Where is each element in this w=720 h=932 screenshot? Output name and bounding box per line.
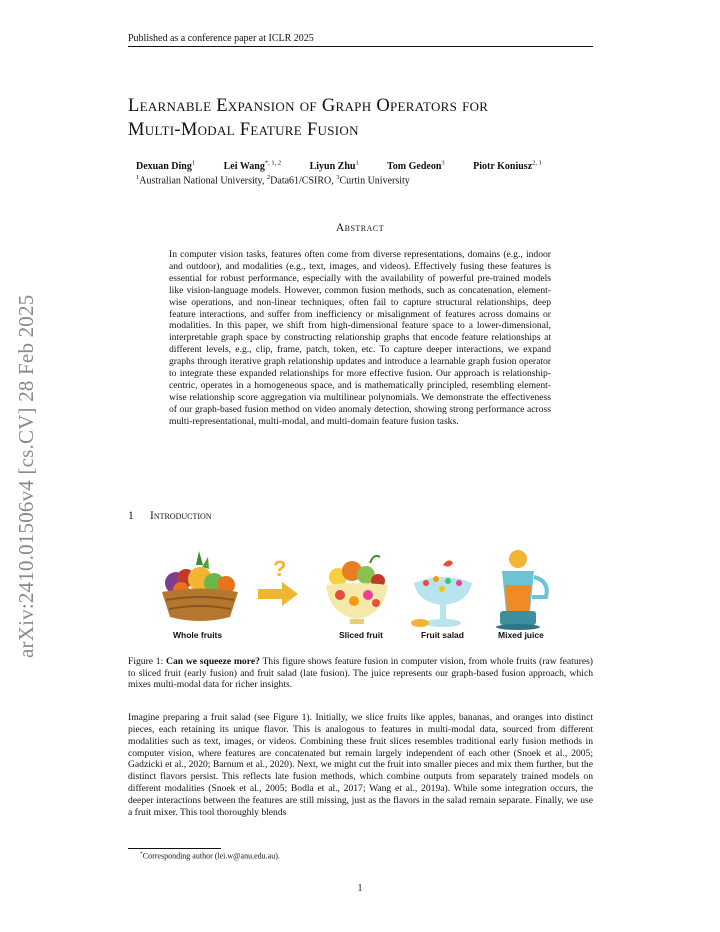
author: Piotr Koniusz$^{2, 1}$ — [473, 160, 542, 173]
author: Liyun Zhu$^1$ — [309, 160, 359, 173]
mixed-juice-blender-icon — [496, 550, 547, 630]
title-line-2: Multi-Modal Feature Fusion — [128, 120, 359, 140]
question-mark-icon: ? — [273, 556, 287, 581]
section-heading — [128, 510, 212, 522]
abstract-heading: Abstract — [335, 222, 385, 234]
figure-label-juice: Mixed juice — [498, 630, 544, 640]
sliced-fruit-bowl-icon — [326, 556, 388, 624]
intro-paragraph: Imagine preparing a fruit salad (see Figure 1). Initially, we slice fruits like apples, bananas, and oranges into distinct pieces, each retaining its unique flavor. This is analogous to features in multi-modal data, sourced from different modalities such as text, images, or videos. Combining these fruit slices resembles traditional early fusion methods in computer vision, where features are concatenated but remain largely independent of each other (Snoek et al., 2005; Gadzicki et al., 2020; Barnum et al., 2020). Next, we might cut the fruit into smaller pieces and mix them further, but the distinct flavors persist. This reflects late fusion methods, which combine outputs from separately trained models on different modalities (Snoek et al., 2005; Bodla et al., 2017; Wang et al., 2019a). While some integration occurs, the deeper interactions between the features are still missing, just as the flavors in the salad remain separate. Finally, we use a fruit mixer. This tool thoroughly blends — [128, 712, 593, 818]
header-rule — [128, 46, 593, 47]
figure-caption: Figure 1: Can we squeeze more? This figure shows feature fusion in computer vision, from whole fruits (raw features) to sliced fruit (early fusion) and fruit salad (late fusion). The juice represents our graph-based fusion approach, which mixes multi-modal data for richer insights. — [128, 656, 594, 691]
author: Lei Wang$^{*, 1, 2}$ — [223, 160, 282, 173]
section-number: 1 — [128, 510, 134, 522]
figure-label-whole: Whole fruits — [173, 630, 223, 640]
author: Dexuan Ding$^1$ — [136, 160, 196, 173]
figure-label-salad: Fruit salad — [421, 630, 464, 640]
running-header: Published as a conference paper at ICLR 2025 — [128, 33, 314, 44]
footnote-rule — [128, 848, 221, 849]
page-number: 1 — [357, 883, 363, 894]
author: Tom Gedeon$^3$ — [387, 160, 445, 173]
whole-fruits-basket-icon — [162, 551, 238, 621]
footnote: *Corresponding author (lei.w@anu.edu.au). — [140, 851, 280, 861]
arrow-right-icon — [258, 582, 298, 606]
arxiv-stamp: arXiv:2410.01506v4 [cs.CV] 28 Feb 2025 — [14, 294, 38, 658]
abstract-text: In computer vision tasks, features often come from diverse representations, domains (e.g., indoor and outdoor), and modalities (e.g., text, images, and videos). Effectively fusing these features is essential for robust performance, especially with the availability of powerful pre-trained models like vision-language models. However, common fusion methods, such as concatenation, element-wise operations, and non-linear techniques, often fail to capture structural relationships, deep feature interactions, and suffer from inefficiency or misalignment of features across domains or modalities. In this paper, we shift from high-dimensional feature space to a lower-dimensional, interpretable graph space by constructing relationship graphs that encode feature relationships at different levels, e.g., clip, frame, patch, token, etc. To capture deeper interactions, we expand graphs through iterative graph relationship updates and introduce a learnable graph fusion operator to integrate these expanded relationships for more effective fusion. Our approach is relationship-centric, operates in a homogeneous space, and is mathematically principled, resembling element-wise relationship score aggregation via multilinear polynomials. We demonstrate the effectiveness of our graph-based fusion method on video anomaly detection, showing strong performance across multi-representational, multi-modal, and multi-domain feature fusion tasks. — [169, 249, 551, 427]
paper-title — [128, 94, 608, 142]
title-line-1: Learnable Expansion of Graph Operators for — [128, 96, 489, 116]
author-list — [136, 160, 606, 172]
section-title: Introduction — [150, 510, 212, 522]
affiliations: $^1$Australian National University, $^2$Data61/CSIRO, $^3$Curtin University — [136, 174, 410, 187]
fruit-salad-glass-icon — [411, 560, 472, 627]
figure-label-sliced: Sliced fruit — [339, 630, 383, 640]
